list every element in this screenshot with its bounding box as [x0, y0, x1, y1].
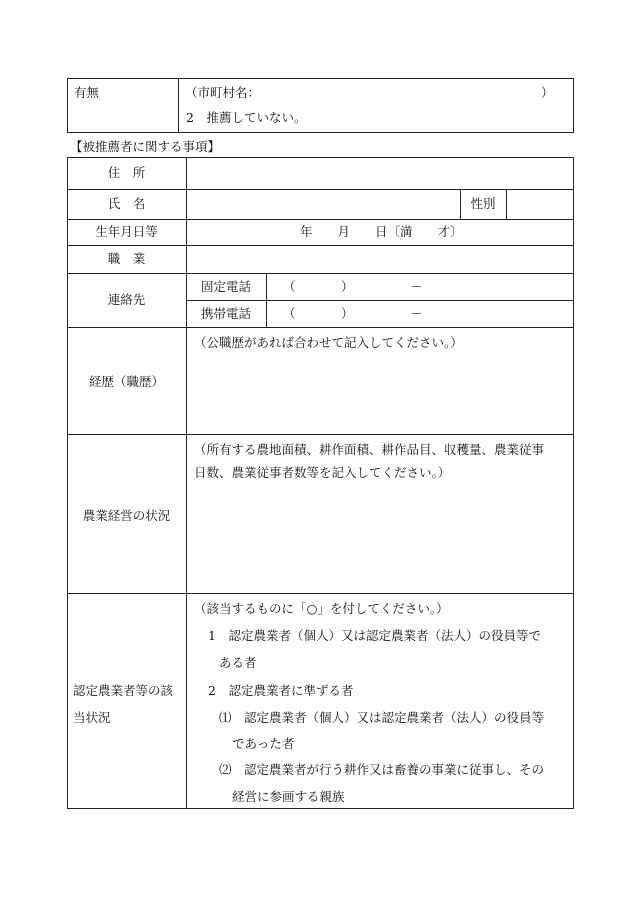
gender-label: 性別: [470, 196, 496, 211]
row-rule: [67, 245, 574, 246]
not-recommended-option: 2 推薦していない。: [186, 110, 307, 125]
gender-right-divider: [506, 189, 507, 219]
certified-sub2-line1: ⑵ 認定農業者が行う耕作又は畜養の事業に従事し、その: [219, 762, 545, 777]
certified-item1-line1: 1 認定農業者（個人）又は認定農業者（法人）の役員等で: [208, 628, 541, 643]
farming-note-line2: 日数、農業従事者数等を記入してください。）: [194, 465, 451, 480]
certified-label-line2: 当状況: [73, 710, 111, 725]
farming-note-line1: （所有する農地面積、耕作面積、耕作品目、収穫量、農業従事: [194, 442, 545, 457]
top-table: [67, 78, 574, 133]
municipality-name-open: （市町村名：: [185, 85, 261, 100]
career-label: 経歴（職歴）: [88, 374, 164, 389]
phone-label-divider: [266, 273, 267, 327]
certified-sub1-line2: であった者: [232, 736, 295, 751]
name-label: 氏 名: [107, 196, 146, 211]
address-label: 住 所: [107, 165, 146, 180]
landline-paren-close: ）: [341, 279, 354, 294]
certified-note: （該当するものに「○」を付してください。）: [194, 601, 449, 616]
mobile-paren-open: （: [283, 306, 296, 321]
contact-label: 連絡先: [107, 292, 146, 307]
row-rule: [67, 434, 574, 435]
career-note: （公職歴があれば合わせて記入してください。）: [194, 335, 463, 350]
birthdate-value: 年 月 日〔満 才〕: [300, 224, 463, 239]
row-rule: [67, 219, 574, 220]
certified-sub1-line1: ⑴ 認定農業者（個人）又は認定農業者（法人）の役員等: [219, 710, 545, 725]
municipality-name-close: ）: [541, 85, 554, 100]
landline-dash: －: [410, 279, 423, 294]
landline-paren-open: （: [283, 279, 296, 294]
row-rule: [67, 189, 574, 190]
occupation-label: 職 業: [107, 251, 146, 266]
row-rule: [67, 273, 574, 274]
contact-inner-rule: [186, 300, 574, 301]
row-rule: [67, 327, 574, 328]
top-table-divider: [178, 78, 179, 133]
farming-label: 農業経営の状況: [82, 508, 171, 523]
certified-sub2-line2: 経営に参画する親族: [232, 789, 345, 804]
section-title: 【被推薦者に関する事項】: [70, 139, 221, 154]
mobile-dash: －: [410, 306, 423, 321]
certified-item2: 2 認定農業者に準ずる者: [208, 683, 354, 698]
label-column-divider: [186, 157, 187, 809]
birthdate-label: 生年月日等: [95, 224, 158, 239]
mobile-paren-close: ）: [341, 306, 354, 321]
mobile-label: 携帯電話: [201, 306, 252, 321]
certified-item1-line2: ある者: [219, 655, 257, 670]
row-rule: [67, 593, 574, 594]
landline-label: 固定電話: [201, 279, 252, 294]
certified-label-line1: 認定農業者等の該: [73, 683, 174, 698]
top-table-label: 有無: [74, 85, 100, 100]
